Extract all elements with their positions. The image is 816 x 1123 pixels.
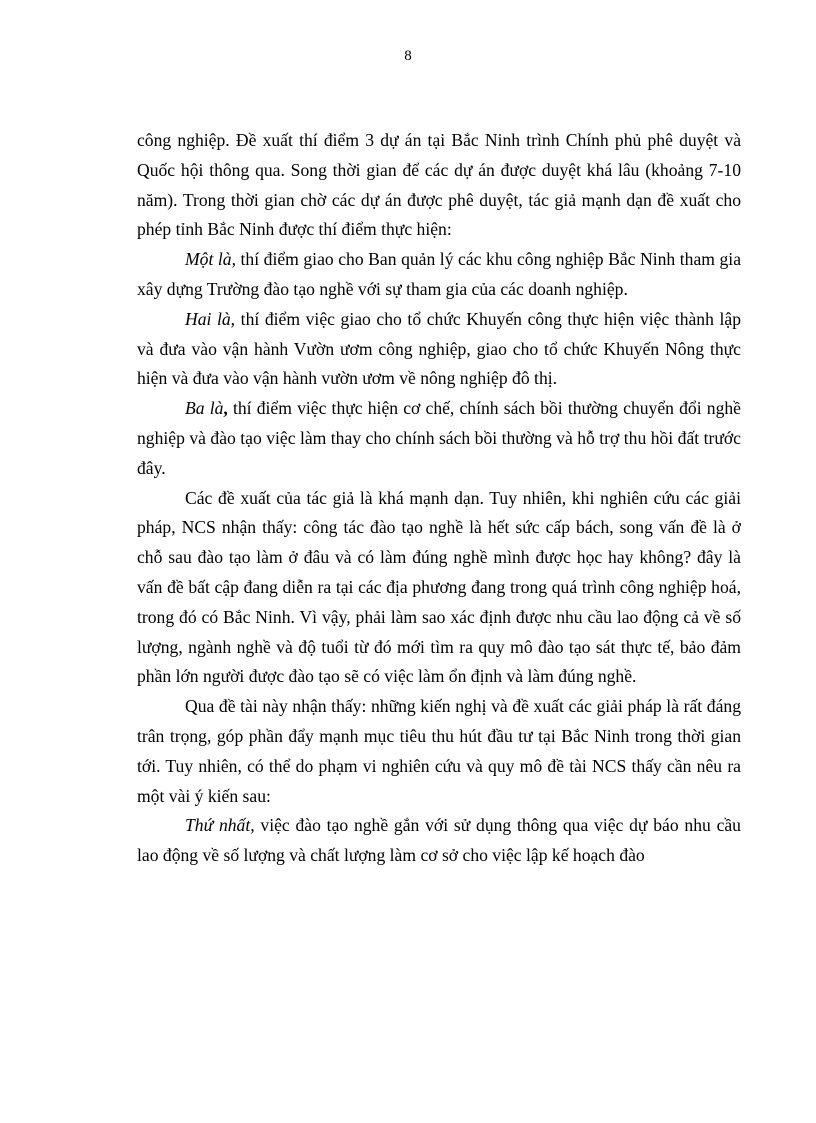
page-number: 8 <box>404 48 412 64</box>
paragraph-lead: Thứ nhất, <box>185 815 255 836</box>
paragraph-hai-la <box>137 305 741 394</box>
paragraph-text: Các đề xuất của tác giả là khá mạnh dạn. Tuy nhiên, khi nghiên cứu các giải pháp, NCS nhận thấy: công tác đào tạo nghề là hết sức cấp bách, song vấn đề là ở chỗ sau đào tạo làm ở đâu và có làm đúng nghề mình được học hay không? đây là vấn đề bất cập đang diễn ra tại các địa phương đang trong quá trình công nghiệp hoá, trong đó có Bắc Ninh. Vì vậy, phải làm sao xác định được nhu cầu lao động cả về số lượng, ngành nghề và độ tuổi từ đó mới tìm ra quy mô đào tạo sát thực tế, bảo đảm phần lớn người được đào tạo sẽ có việc làm ổn định và làm đúng nghề. <box>137 487 741 687</box>
paragraph-text: việc đào tạo nghề gắn với sử dụng thông qua việc dự báo nhu cầu lao động về số lượng và chất lượng làm cơ sở cho việc lập kế hoạch đào <box>137 815 741 866</box>
paragraph-ba-la <box>137 394 741 483</box>
paragraph-lead: Một là, <box>185 249 236 270</box>
paragraph-lead-suffix: , <box>223 398 228 419</box>
paragraph-continuation <box>137 126 741 245</box>
paragraph-text: Qua đề tài này nhận thấy: những kiến nghị và đề xuất các giải pháp là rất đáng trân trọng, góp phần đẩy mạnh mục tiêu thu hút đầu tư tại Bắc Ninh trong thời gian tới. Tuy nhiên, có thể do phạm vi nghiên cứu và quy mô đề tài NCS thấy cần nêu ra một vài ý kiến sau: <box>137 696 741 806</box>
paragraph-thu-nhat <box>137 811 741 871</box>
paragraph-text: thí điểm giao cho Ban quản lý các khu công nghiệp Bắc Ninh tham gia xây dựng Trường đào tạo nghề với sự tham gia của các doanh nghiệp. <box>137 249 742 299</box>
paragraph-lead: Hai là, <box>185 308 236 329</box>
paragraph-text: công nghiệp. Đề xuất thí điểm 3 dự án tại Bắc Ninh trình Chính phủ phê duyệt và Quốc hội thông qua. Song thời gian để các dự án được duyệt khá lâu (khoảng 7-10 năm). Trong thời gian chờ các dự án được phê duyệt, tác giả mạnh dạn đề xuất cho phép tỉnh Bắc Ninh được thí điểm thực hiện: <box>137 130 741 240</box>
paragraph-de-xuat <box>137 484 741 693</box>
paragraph-lead: Ba là <box>185 398 224 419</box>
paragraph-mot-la <box>137 245 741 305</box>
paragraph-text: thí điểm việc thực hiện cơ chế, chính sách bồi thường chuyển đổi nghề nghiệp và đào tạo việc làm thay cho chính sách bồi thường và hỗ trợ thu hồi đất trước đây. <box>137 398 741 478</box>
paragraph-qua-de-tai <box>137 692 741 811</box>
body-text <box>137 126 741 871</box>
paragraph-text: thí điểm việc giao cho tổ chức Khuyến công thực hiện việc thành lập và đưa vào vận hành Vườn ươm công nghiệp, giao cho tổ chức Khuyến Nông thực hiện và đưa vào vận hành vườn ươm về nông nghiệp đô thị. <box>137 308 741 389</box>
